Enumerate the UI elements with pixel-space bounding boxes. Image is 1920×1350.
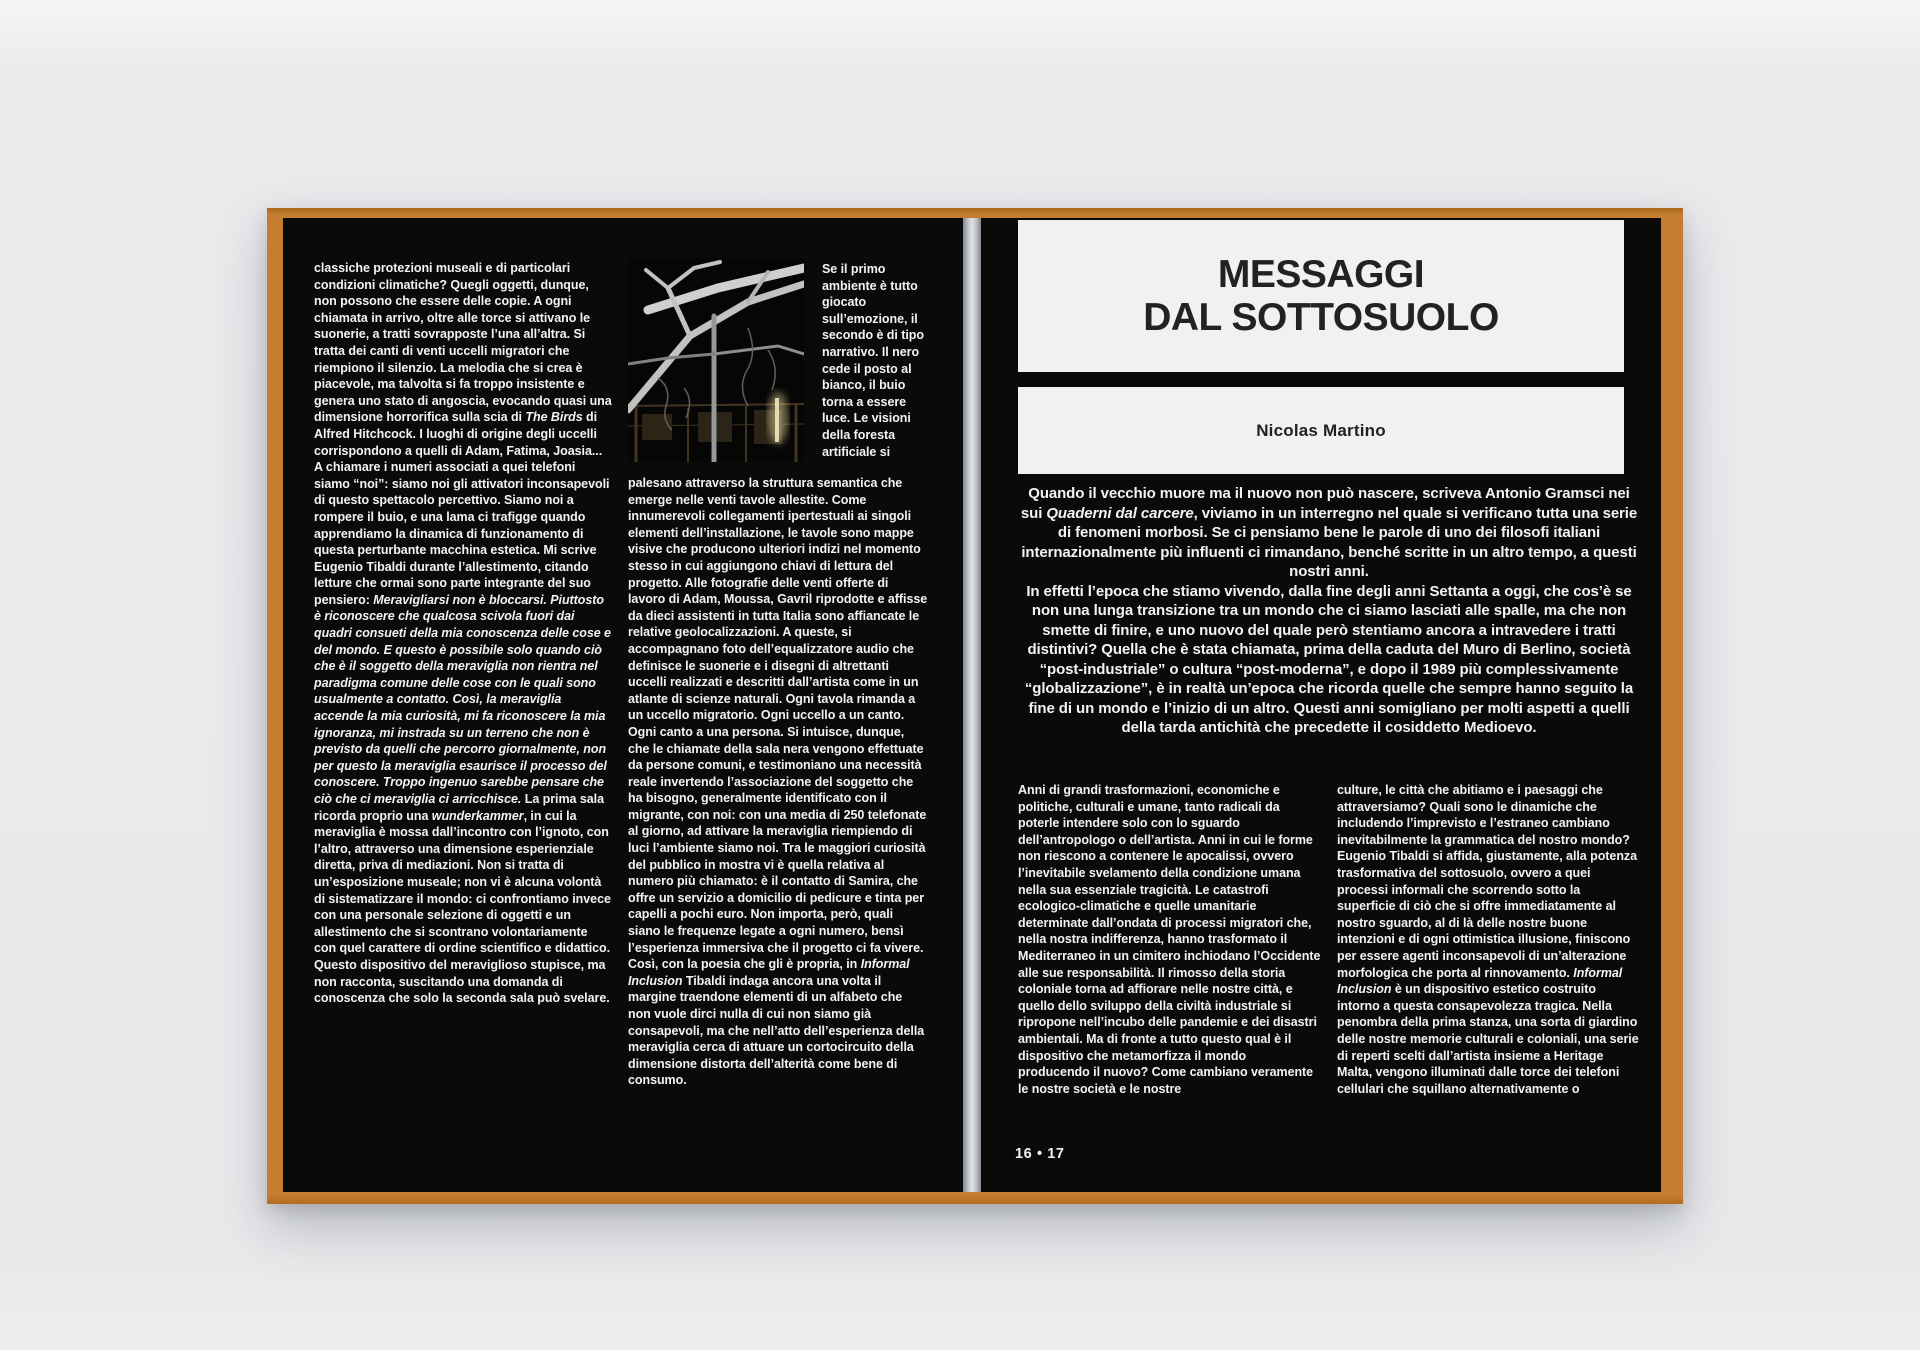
left-column-2-text: palesano attraverso la struttura semantica che emerge nelle venti tavole allestite. Come innumerevoli collegamenti ipertestuali ai singoli elementi dell’installazione, le tavole sono mappe visive che producono ulteriori indizi nel momento stesso in cui aggiungono chiavi di lettura del progetto. Alle fotografie delle venti offerte di lavoro di Adam, Moussa, Gavril riprodotte e affisse da dieci assistenti in tutta Italia sono affiancate le relative geolocalizzazioni. A queste, si accompagnano foto dell’equalizzatore audio che definisce le suonerie e i disegni di altrettanti uccelli realizzati e descritti dall’artista come in un atlante di scienze naturali. Ogni tavola rimanda a un uccello migratorio. Ogni uccello a un canto. Ogni canto a una persona. Si intuisce, dunque, che le chiamate della sala nera vengono effettuate da persone comuni, e testimoniano una necessità reale invertendo l’associazione del soggetto che ha bisogno, generalmente identificato con il migrante, con noi: con una media di 250 telefonate al giorno, ad attivare la meraviglia riempiendo di luci l’ambiente siamo noi. Tra le maggiori curiosità del pubblico in mostra vi è quella relativa al numero più chiamato: è il contatto di Samira, che offre un servizio a domicilio di pedicure e tinta per capelli a pochi euro. Non importa, però, quali siano le frequenze legate a ogni numero, bensì l’esperienza immersiva che il progetto ci fa vivere. Così, con la poesia che gli è propria, in Informal Inclusion Tibaldi indaga ancora una volta il margine traendone elementi di un alfabeto che non vuole dirci nulla di cui non siamo già consapevoli, ma che nell’atto dell’esperienza della meraviglia cerca di attuare un cortocircuito della dimensione distorta dell’alterità come bene di consumo. bbox=[628, 476, 928, 1088]
article-intro-text: Quando il vecchio muore ma il nuovo non può nascere, scriveva Antonio Gramsci nei sui Quaderni dal carcere, viviamo in un interregno nel quale si verificano tutta una serie di fenomeni morbosi. Se ci pensiamo bene le parole di uno dei filosofi italiani internazionalmente più influenti ci rimandano, benché scritte in un altro tempo, a questi nostri anni. In effetti l’epoca che stiamo vivendo, dalla fine degli anni Settanta a oggi, che cos’è se non una lunga transizione tra un mondo che ci siamo lasciati alle spalle, ma che non smette di finire, e uno nuovo del quale però stentiamo ancora a intravedere i tratti distintivi? Quella che è stata chiamata, prima della caduta del Muro di Berlino, società “post-industriale” o cultura “post-moderna”, e dopo il 1989 più complessivamente “globalizzazione”, è in realtà un’epoca che ricorda quelle che sempre hanno seguito la fine di un mondo e l’inizio di un altro. Questi anni somigliano per molti aspetti a quelli della tarda antichità che precedette il cosiddetto Medioevo. bbox=[1020, 485, 1638, 736]
article-column-2-text: culture, le città che abitiamo e i paesaggi che attraversiamo? Quali sono le dinamiche che includendo l’imprevisto e l’estraneo cambiano inevitabilmente la grammatica del nostro mondo? Eugenio Tibaldi si affida, giustamente, alla potenza trasformativa del sottosuolo, ovvero a quei processi informali che scorrendo sotto la superficie di ciò che si offre immediatamente al nostro sguardo, al di là delle nostre buone intenzioni e di ogni ottimistica illusione, finiscono per essere agenti inconsapevoli di un’alterazione morfologica che porta al rinnovamento. Informal Inclusion è un dispositivo estetico costruito intorno a questa consapevolezza tragica. Nella penombra della prima stanza, una sorta di giardino delle nostre memorie culturali e coloniali, una serie di reperti scelti dall’artista insieme a Heritage Malta, vengono illuminati dalle torce dei telefoni cellulari che squillano alternativamente o bbox=[1337, 783, 1639, 1096]
left-column-2-strip-text: Se il primo ambiente è tutto giocato sull’emozione, il secondo è di tipo narrativo. Il nero cede il posto al bianco, il buio torna a essere luce. Le visioni della foresta artificiale si bbox=[822, 262, 924, 459]
left-column-2 bbox=[628, 258, 928, 1150]
book-spine-gutter bbox=[963, 218, 981, 1192]
page-number: 16 • 17 bbox=[1015, 1146, 1065, 1162]
book-cover bbox=[267, 208, 1683, 1204]
article-title-line-1: MESSAGGI bbox=[1217, 253, 1425, 296]
article-author-block bbox=[1018, 387, 1624, 474]
article-columns bbox=[1018, 782, 1640, 1097]
article-column-1-text: Anni di grandi trasformazioni, economiche e politiche, culturali e umane, tanto radicali da poterle intendere solo con lo sguardo dell’antropologo o dell’artista. Anni in cui le forme non riescono a contenere le apocalissi, ovvero l’inevitabile svelamento della condizione umana nella sua essenziale tragicità. Le catastrofi ecologico-climatiche e quelle umanitarie determinate dall’ondata di processi migratori che, nella nostra indifferenza, hanno trasformato il Mediterraneo in un cimitero inchiodano l’Occidente alle sue responsabilità. Il rimosso della storia coloniale torna ad affiorare nelle nostre città, e quello dello sviluppo della civiltà industriale si ripropone nell’incubo delle pandemie e dei disastri ambientali. Ma di fronte a tutto questo qual è il dispositivo che metamorfizza il mondo producendo il nuovo? Come cambiano veramente le nostre società e le nostre bbox=[1018, 783, 1321, 1096]
left-column-1-text: classiche protezioni museali e di particolari condizioni climatiche? Quegli oggetti, dunque, non possono che essere delle copie. A ogni chiamata in arrivo, oltre alle torce si attivano le suonerie, a tratti sovrapposte l’una all’altra. Si tratta dei canti di venti uccelli migratori che riempiono il silenzio. La melodia che si crea è piacevole, ma talvolta si fa troppo insistente e genera uno stato di angoscia, evocando quasi una dimensione horrorifica sulla scia di The Birds di Alfred Hitchcock. I luoghi di origine degli uccelli corrispondono a quelli di Adam, Fatima, Joasia... A chiamare i numeri associati a quei telefoni siamo “noi”: siamo noi gli attivatori inconsapevoli di questo spettacolo percettivo. Siamo noi a rompere il buio, e una lama ci trafigge quando apprendiamo la dinamica di funzionamento di questa perturbante macchina estetica. Mi scrive Eugenio Tibaldi durante l’allestimento, citando letture che ormai sono parte integrante del suo pensiero: Meravigliarsi non è bloccarsi. Piuttosto è riconoscere che qualcosa scivola fuori dai quadri consueti della mia conoscenza delle cose e del mondo. E questo è possibile solo quando ciò che è il soggetto della meraviglia non rientra nel paradigma comune delle cose con le quali sono usualmente a contatto. Così, la meraviglia accende la mia curiosità, mi fa riconoscere la mia ignoranza, mi instrada su un terreno che non è previsto da quelli che percorro giornalmente, non per questo la meraviglia esaurisce il processo del conoscere. Troppo ingenuo sarebbe pensare che ciò che ci meraviglia ci arricchisce. La prima sala ricorda proprio una wunderkammer, in cui la meraviglia è mossa dall’incontro con l’ignoto, con l’altro, attraverso una dimensione esperienziale diretta, priva di mediazioni. Non si tratta di un’esposizione museale; non vi è alcuna volontà di sistematizzare il mondo: ci confrontiamo invece con una personale selezione di oggetti e un allestimento che si scontrano volontariamente con quel carattere di ordine scientifico e didattico. Questo dispositivo del meraviglioso stupisce, ma non racconta, suscitando una domanda di conoscenza che solo la seconda sala può svelare. bbox=[314, 261, 612, 1006]
article-title bbox=[1143, 253, 1499, 339]
article-title-block bbox=[1018, 220, 1624, 372]
article-author: Nicolas Martino bbox=[1256, 420, 1386, 440]
right-page bbox=[981, 218, 1661, 1192]
article-title-line-2: DAL SOTTOSUOLO bbox=[1143, 296, 1499, 339]
installation-photo bbox=[628, 258, 804, 462]
left-page bbox=[283, 218, 963, 1192]
